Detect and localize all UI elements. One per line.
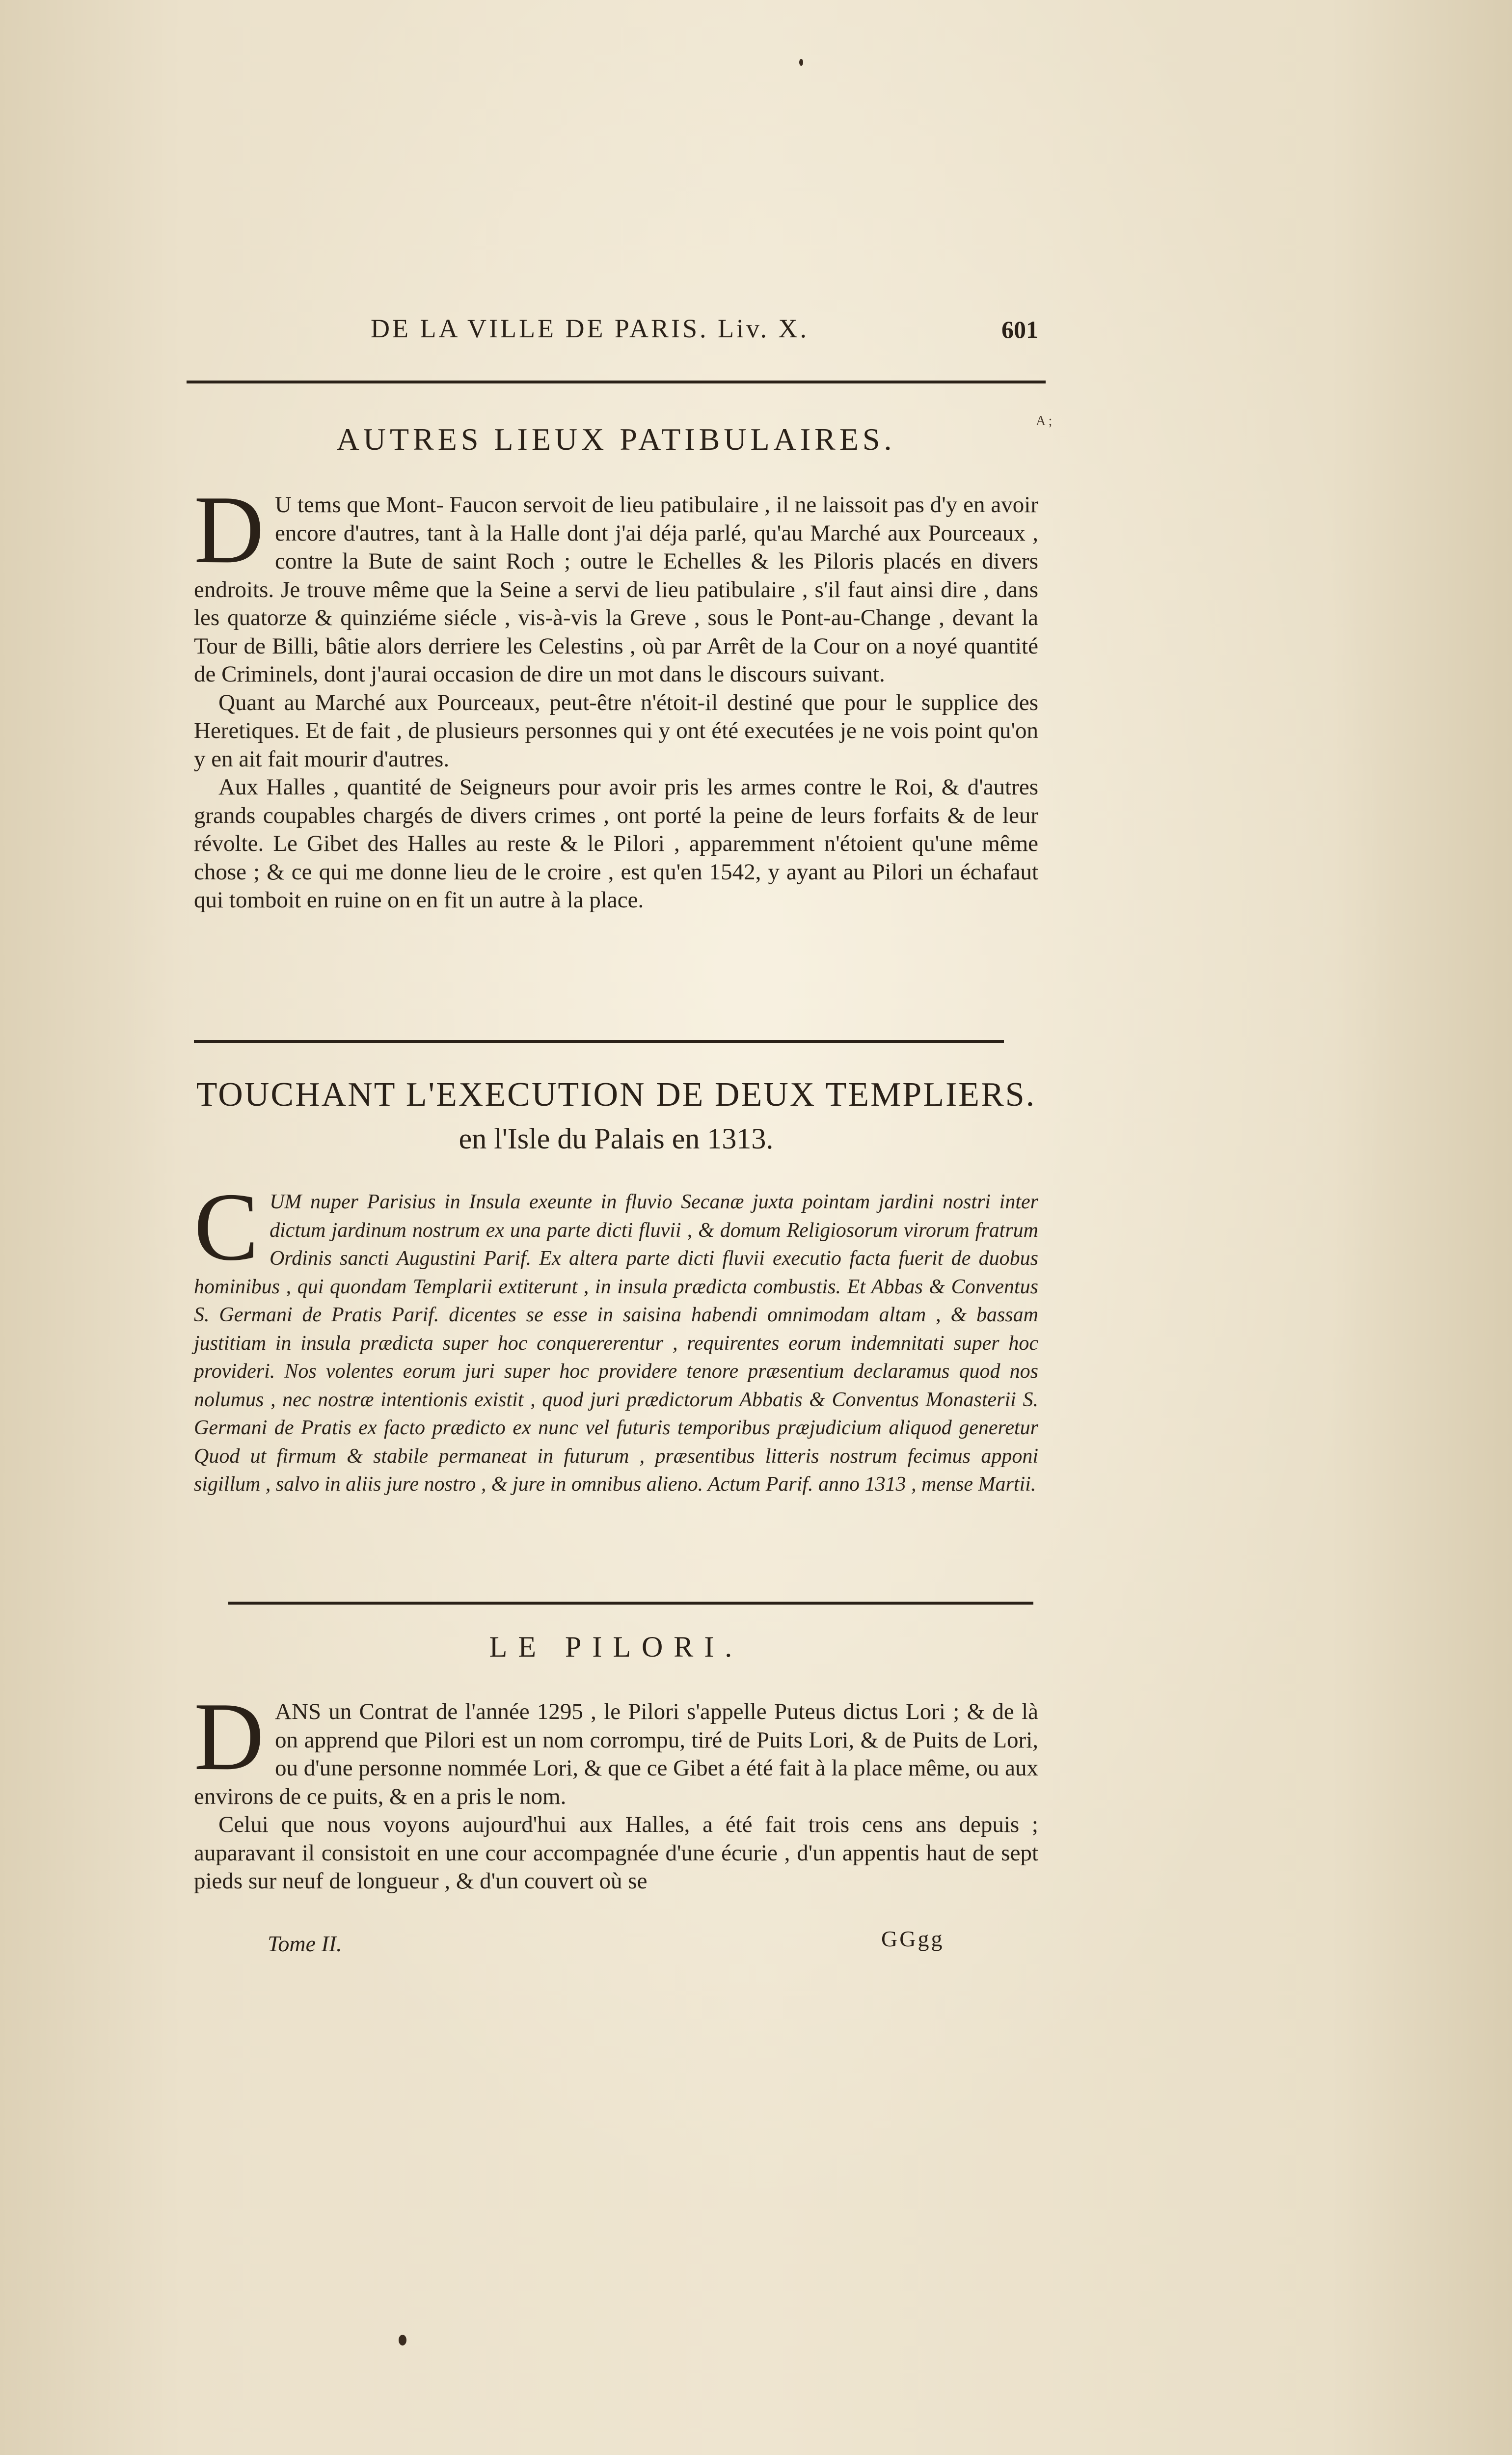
tome-indicator: Tome II. [268, 1931, 342, 1956]
dropcap-d: D [194, 1683, 264, 1790]
paragraph: Quant au Marché aux Pourceaux, peut-être n'étoit-il destiné que pour le supplice des Heretiques. Et de fait , de plusieurs personnes qui y ont été executées je ne vois point qu'on y en ait fait mourir d'autres. [194, 689, 1038, 772]
paragraph: U tems que Mont- Faucon servoit de lieu patibulaire , il ne laissoit pas d'y en avoir encore d'autres, tant à la Halle dont j'ai déja parlé, qu'au Marché aux Pourceaux , contre la Bute de saint Roch ; outre le Echelles & les Piloris placés en divers endroits. Je trouve même que la Seine a servi de lieu patibulaire , s'il faut ainsi dire , dans les quatorze & quinziéme siécle , vis-à-vis la Greve , sous le Pont-au-Change , devant la Tour de Billi, bâtie alors derriere les Celestins , où par Arrêt de la Cour on a noyé quantité de Criminels, dont j'aurai occasion de dire un mot dans le discours suivant. [194, 492, 1038, 687]
section-rule [228, 1602, 1033, 1605]
running-head: DE LA VILLE DE PARIS. Liv. X. [371, 314, 810, 343]
signature-mark: GGgg [881, 1926, 945, 1951]
latin-charter: UM nuper Parisius in Insula exeunte in fluvio Secanæ juxta pointam jardini nostri inter dictum jardinum nostrum ex una parte dicti fluvii , & domum Religiosorum virorum fratrum Ordinis sancti Augustini Parif. Ex altera parte dicti fluvii executio facta fuerit de duobus hominibus , qui quondam Templarii extiterunt , in insula prædicta combustis. Et Abbas & Conventus S. Germani de Pratis Parif. dicentes se esse in saisina habendi omnimodam altam , & bassam justitiam in insula prædicta super hoc conquererentur , requirentes eorum indemnitati super hoc provideri. Nos volentes eorum juri super hoc providere tenore præsentium declaramus quod nos nolumus , nec nostræ intentionis existit , quod juri prædictorum Abbatis & Conventus Monasterii S. Germani de Pratis ex facto prædicto ex nunc vel futuris temporibus præjudicium aliquod generetur Quod ut firmum & stabile permaneat in futurum , præsentibus litteris nostrum fecimus apponi sigillum , salvo in aliis jure nostro , & jure in omnibus alieno. Actum Parif. anno 1313 , mense Martii. [194, 1191, 1038, 1496]
section-lieux-patibulaires-text [194, 476, 1038, 915]
paragraph: ANS un Contrat de l'année 1295 , le Pilori s'appelle Puteus dictus Lori ; & de là on apprend que Pilori est un nom corrompu, tiré de Puits Lori, & de Puits de Lori, ou d'une personne nommée Lori, & que ce Gibet a été fait à la place même, ou aux environs de ce puits, & en a pris le nom. [194, 1699, 1038, 1809]
margin-note: A ; [1036, 413, 1053, 429]
section-subtitle-templiers: en l'Isle du Palais en 1313. [459, 1122, 774, 1155]
section-title-pilori: LE PILORI. [489, 1631, 743, 1663]
dropcap-d: D [194, 476, 264, 583]
ink-speck [399, 2335, 406, 2346]
page-number: 601 [1001, 316, 1038, 343]
section-title-templiers: TOUCHANT L'EXECUTION DE DEUX TEMPLIERS. [196, 1076, 1036, 1114]
paragraph: Celui que nous voyons aujourd'hui aux Halles, a été fait trois cens ans depuis ; auparavant il consistoit en une cour accompagnée d'une écurie , d'un appentis haut de sept pieds sur neuf de longueur , & d'un couvert où se [194, 1812, 1038, 1894]
section-templiers-latin-text [194, 1173, 1038, 1499]
section-rule [194, 1040, 1004, 1043]
paragraph: Aux Halles , quantité de Seigneurs pour avoir pris les armes contre le Roi, & d'autres grands coupables chargés de divers crimes , ont porté la peine de leurs forfaits & de leur révolte. Le Gibet des Halles au reste & le Pilori , apparemment n'étoient qu'une même chose ; & ce qui me donne lieu de le croire , est qu'en 1542, y ayant au Pilori un échafaut qui tomboit en ruine on en fit un autre à la place. [194, 774, 1038, 913]
dropcap-c: C [194, 1173, 259, 1281]
page-header [194, 308, 1038, 353]
ink-speck [799, 59, 803, 66]
header-rule [187, 381, 1046, 383]
section-title-lieux-patibulaires: AUTRES LIEUX PATIBULAIRES. [336, 422, 896, 457]
section-pilori-text [194, 1683, 1038, 1896]
